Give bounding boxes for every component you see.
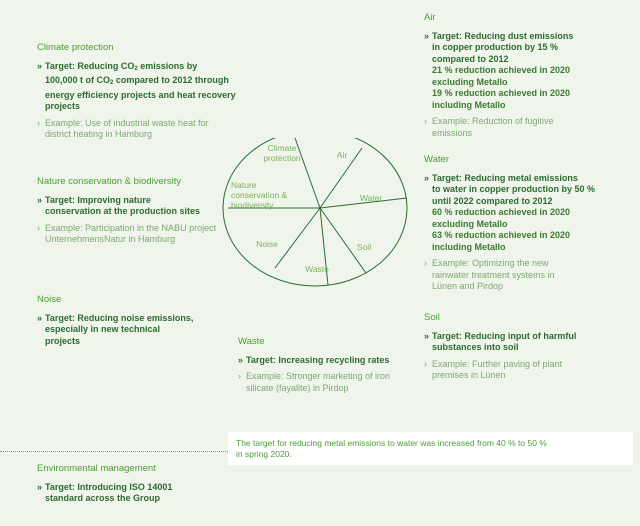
water-example-line: rainwater treatment systems in	[432, 269, 555, 280]
waste-target-line: Target: Increasing recycling rates	[246, 354, 390, 365]
wheel-label-water	[360, 193, 383, 203]
nature-example	[37, 223, 237, 246]
air-target	[424, 31, 634, 112]
climate-target-line: projects	[45, 101, 81, 111]
soil-target-line: Target: Reducing input of harmful	[432, 330, 577, 341]
water-example-line: Example: Optimizing the new	[432, 258, 549, 268]
water-note-line: including Metallo	[432, 241, 506, 252]
waste-title: Waste	[238, 336, 265, 347]
air-title: Air	[424, 12, 436, 23]
air-block	[424, 12, 634, 139]
nature-title: Nature conservation & biodiversity	[37, 176, 182, 187]
nature-example-line: UnternehmensNatur in Hamburg	[45, 234, 176, 244]
double-angle-right-icon: »	[37, 312, 43, 323]
wheel-label-noise	[256, 239, 278, 249]
air-example	[424, 116, 634, 139]
wheel-label-line: Noise	[256, 239, 278, 249]
water-example-line: Lünen and Pirdop	[432, 281, 504, 291]
climate-target-line: energy efficiency projects and heat recovery	[45, 89, 236, 100]
double-angle-right-icon: »	[238, 354, 244, 365]
water-note-line: 63 % reduction achieved in 2020	[432, 230, 571, 240]
single-angle-right-icon: ›	[37, 222, 40, 233]
soil-block	[424, 312, 634, 382]
wheel-divider	[275, 208, 320, 268]
footnote-line: The target for reducing metal emissions to water was increased from 40 % to 50 %	[236, 438, 547, 448]
air-target-line: in copper production by 15 %	[432, 42, 559, 52]
single-angle-right-icon: ›	[37, 117, 40, 128]
noise-target-line: projects	[45, 335, 81, 346]
wheel-label-line: Air	[336, 150, 348, 160]
dotted-divider	[0, 451, 228, 452]
climate-example-line: district heating in Hamburg	[45, 129, 153, 139]
nature-block	[37, 176, 237, 246]
water-target-line: until 2022 compared to 2012	[432, 195, 553, 206]
envman-target-line: standard across the Group	[45, 493, 161, 503]
double-angle-right-icon: »	[424, 172, 430, 183]
single-angle-right-icon: ›	[424, 358, 427, 369]
water-note-line: 60 % reduction achieved in 2020	[432, 207, 571, 217]
double-angle-right-icon: »	[37, 481, 43, 492]
wheel-label-line: Nature	[231, 180, 257, 190]
water-note-line: excluding Metallo	[432, 218, 508, 229]
footnote-box	[228, 432, 633, 465]
nature-target	[37, 195, 237, 218]
double-angle-right-icon: »	[424, 330, 430, 341]
air-note-line: 21 % reduction achieved in 2020	[432, 65, 571, 75]
air-example-line: Example: Reduction of fugitive	[432, 116, 554, 126]
waste-target	[238, 355, 418, 367]
water-target	[424, 173, 636, 254]
climate-example-line: Example: Use of industrial waste heat for	[45, 117, 209, 128]
climate-protection-title: Climate protection	[37, 42, 114, 53]
air-note-line: including Metallo	[432, 99, 506, 110]
climate-target-line: 100,000 t of $CO_2$ compared to 2012 through	[45, 75, 229, 86]
envman-title: Environmental management	[37, 463, 156, 474]
wheel-label-waste	[305, 264, 329, 274]
wheel-divider	[295, 138, 320, 208]
noise-target-line: Target: Reducing noise emissions,	[45, 312, 194, 323]
air-target-line: compared to 2012	[432, 53, 509, 64]
wheel-label-nature	[231, 180, 288, 210]
wheel-label-soil	[357, 242, 371, 252]
air-note-line: excluding Metallo	[432, 76, 508, 87]
single-angle-right-icon: ›	[238, 371, 241, 381]
climate-target-line: Target: Reducing $CO_2$ emissions by	[45, 60, 198, 72]
noise-target-line: especially in new technical	[45, 324, 161, 334]
envman-target-line: Target: Introducing ISO 14001	[45, 481, 173, 492]
wheel-label-line: protection	[263, 153, 301, 163]
air-target-line: Target: Reducing dust emissions	[432, 30, 574, 41]
noise-block	[37, 294, 237, 347]
wheel-label-line: Waste	[305, 264, 329, 274]
wheel-label-line: conservation &	[231, 190, 288, 200]
footnote-line: in spring 2020.	[236, 449, 292, 459]
single-angle-right-icon: ›	[424, 258, 427, 268]
climate-target	[37, 61, 267, 113]
water-example	[424, 258, 636, 293]
soil-example	[424, 359, 634, 382]
single-angle-right-icon: ›	[424, 116, 427, 126]
soil-title: Soil	[424, 312, 440, 323]
double-angle-right-icon: »	[37, 60, 43, 71]
wheel-label-climate	[263, 143, 301, 163]
waste-example-line: silicate (fayalite) in Pirdop	[246, 382, 349, 393]
envman-target	[37, 482, 227, 505]
soil-target-line: substances into soil	[432, 342, 519, 352]
nature-example-line: Example: Participation in the NABU project	[45, 222, 217, 233]
wheel-label-line: Water	[359, 193, 383, 203]
wheel-label-line: Climate	[267, 143, 297, 153]
envman-block	[37, 463, 227, 505]
nature-target-line: Target: Improving nature	[45, 194, 151, 205]
air-example-line: emissions	[432, 127, 473, 138]
soil-example-line: Example: Further paving of plant	[432, 358, 563, 369]
water-target-line: to water in copper production by 50 %	[432, 184, 596, 194]
nature-target-line: conservation at the production sites	[45, 206, 201, 216]
wheel-label-line: Soil	[356, 242, 372, 252]
water-target-line: Target: Reducing metal emissions	[432, 172, 578, 183]
waste-block	[238, 336, 418, 394]
double-angle-right-icon: »	[37, 194, 43, 205]
waste-example-line: Example: Stronger marketing of iron	[246, 371, 391, 381]
waste-example	[238, 371, 418, 394]
noise-target	[37, 313, 237, 348]
soil-example-line: premises in Lünen	[432, 370, 506, 380]
noise-title: Noise	[37, 294, 62, 305]
wheel-label-air	[337, 150, 348, 160]
water-block	[424, 154, 636, 293]
climate-protection-block	[37, 42, 267, 141]
wheel-label-line: biodiversity	[231, 200, 274, 210]
double-angle-right-icon: »	[424, 30, 430, 41]
environment-wheel	[220, 138, 410, 288]
air-note-line: 19 % reduction achieved in 2020	[432, 88, 571, 98]
soil-target	[424, 331, 634, 354]
water-title: Water	[424, 154, 449, 165]
climate-target-text	[45, 61, 236, 113]
